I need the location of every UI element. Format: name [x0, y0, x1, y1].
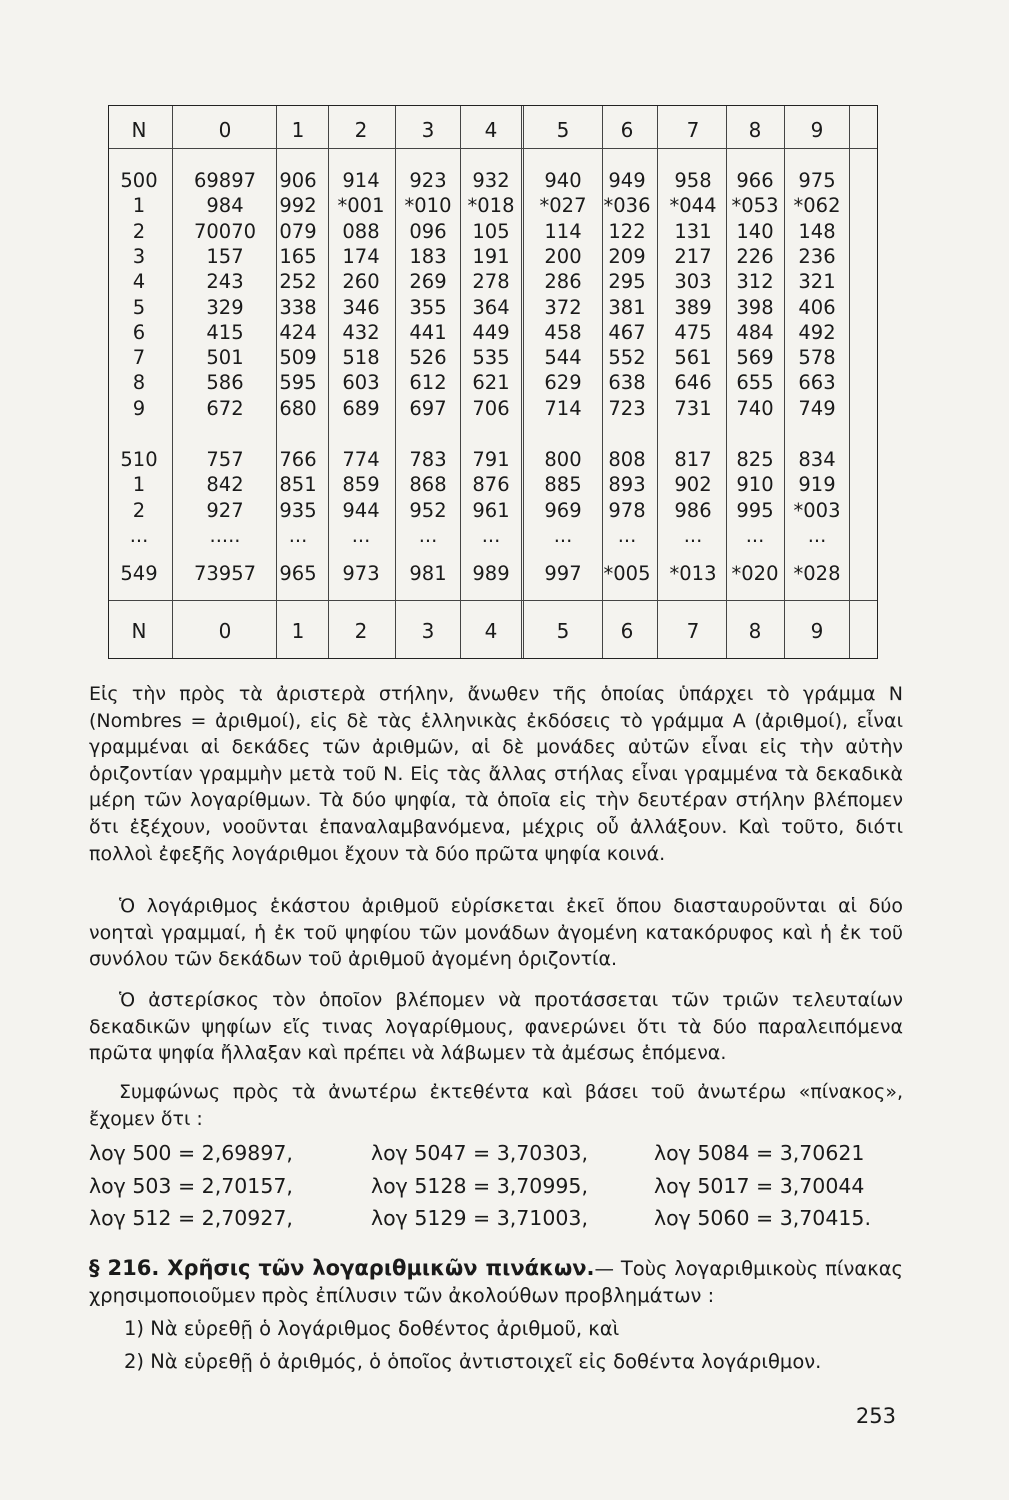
table-cell: 432	[342, 320, 380, 344]
table-cell: 992	[279, 194, 317, 218]
table-cell: 200	[544, 244, 582, 268]
table-cell: 817	[674, 448, 712, 471]
list-item: 1) Νὰ εὑρεθῇ ὁ λογάριθμος δοθέντος ἀριθμοῦ, καὶ	[124, 1317, 620, 1340]
equation: λογ 500 = 2,69897,	[89, 1141, 293, 1165]
row-label-cell: 7	[132, 346, 146, 370]
equation: λογ 5129 = 3,71003,	[371, 1206, 588, 1230]
table-cell: 723	[608, 396, 646, 420]
table-cell: 834	[798, 448, 836, 471]
table-cell: 791	[472, 448, 510, 471]
table-cell: *036	[603, 194, 651, 218]
table-cell: 923	[409, 169, 447, 192]
table-cell: 8	[748, 619, 762, 643]
table-cell: 5	[556, 118, 570, 142]
table-cell: 70070	[193, 219, 257, 243]
table-cell: 406	[798, 295, 836, 319]
paragraph-2: Ὁ λογάριθμος ἑκάστου ἀριθμοῦ εὑρίσκεται ἐκεῖ ὅπου διασταυροῦνται αἱ δύο νοηταὶ γραμμαί, ἡ ἐκ τοῦ ψηφίου τῶν μονάδων ἀγομένη κατακόρυφος καὶ ἡ ἐκ τοῦ συνόλου τῶν δεκάδων τοῦ ἀριθμοῦ ἀγομένη ὁριζοντία.	[89, 895, 903, 971]
table-cell: 9	[810, 619, 824, 643]
table-cell: 981	[409, 561, 447, 585]
equation: λογ 512 = 2,70927,	[89, 1206, 293, 1230]
list-item: 2) Νὰ εὑρεθῇ ὁ ἀριθμός, ὁ ὁποῖος ἀντιστοιχεῖ εἰς δοθέντα λογάριθμον.	[124, 1350, 822, 1373]
table-cell: 69897	[193, 169, 257, 192]
table-cell: 842	[206, 473, 244, 497]
table-cell: 969	[544, 498, 582, 522]
table-cell: *027	[539, 194, 587, 218]
equation-row	[89, 1174, 903, 1202]
table-cell: 851	[279, 473, 317, 497]
row-divider	[109, 148, 877, 149]
table-cell: 73957	[193, 561, 257, 585]
table-cell: 157	[206, 244, 244, 268]
table-cell: 492	[798, 320, 836, 344]
row-label-cell: 2	[132, 498, 146, 522]
table-cell: 226	[736, 244, 774, 268]
table-cell: .....	[209, 523, 241, 547]
table-cell: 372	[544, 295, 582, 319]
row-label-cell: N	[131, 619, 147, 643]
equation: λογ 5060 = 3,70415.	[654, 1206, 871, 1230]
table-cell: 484	[736, 320, 774, 344]
table-cell: 914	[342, 169, 380, 192]
table-cell: 919	[798, 473, 836, 497]
table-cell: ...	[418, 523, 438, 547]
table-cell: *001	[337, 194, 385, 218]
table-cell: 731	[674, 396, 712, 420]
table-cell: 114	[544, 219, 582, 243]
logarithm-table	[108, 105, 878, 659]
table-cell: 458	[544, 320, 582, 344]
table-cell: 561	[674, 346, 712, 370]
table-cell: 424	[279, 320, 317, 344]
table-cell: 329	[206, 295, 244, 319]
table-cell: 689	[342, 396, 380, 420]
table-cell: *013	[669, 561, 717, 585]
table-cell: 526	[409, 346, 447, 370]
table-cell: 961	[472, 498, 510, 522]
table-cell: ...	[617, 523, 637, 547]
table-cell: 449	[472, 320, 510, 344]
table-cell: 4	[484, 619, 498, 643]
table-cell: 603	[342, 371, 380, 395]
table-cell: 148	[798, 219, 836, 243]
table-cell: 346	[342, 295, 380, 319]
table-cell: 697	[409, 396, 447, 420]
table-cell: 868	[409, 473, 447, 497]
table-cell: 984	[206, 194, 244, 218]
paragraph-3: Ὁ ἀστερίσκος τὸν ὁποῖον βλέπομεν νὰ προτάσσεται τῶν τριῶν τελευταίων δεκαδικῶν ψηφίων εἴς τινας λογαρίθμους, φανερώνει ὅτι τὰ δύο παραλειπόμενα πρῶτα ψηφία ἤλλαξαν καὶ πρέπει νὰ λάβωμεν τὰ ἀμέσως ἑπόμενα.	[89, 989, 903, 1065]
table-cell: 415	[206, 320, 244, 344]
table-cell: 2	[354, 619, 368, 643]
table-cell: *005	[603, 561, 651, 585]
table-cell: 621	[472, 371, 510, 395]
equation-row	[89, 1206, 903, 1234]
section-title: § 216. Χρῆσις τῶν λογαριθμικῶν πινάκων.	[89, 1256, 595, 1280]
table-cell: 927	[206, 498, 244, 522]
equation: λογ 5047 = 3,70303,	[371, 1141, 588, 1165]
table-cell: 122	[608, 219, 646, 243]
equation-row	[89, 1141, 903, 1169]
table-cell: *044	[669, 194, 717, 218]
table-cell: 236	[798, 244, 836, 268]
row-label-cell: 6	[132, 320, 146, 344]
table-cell: 966	[736, 169, 774, 192]
row-label-cell: 8	[132, 371, 146, 395]
table-cell: 3	[421, 619, 435, 643]
table-cell: 3	[421, 118, 435, 142]
table-cell: 518	[342, 346, 380, 370]
table-cell: 088	[342, 219, 380, 243]
table-cell: ...	[683, 523, 703, 547]
table-cell: ...	[807, 523, 827, 547]
table-cell: 646	[674, 371, 712, 395]
table-cell: 902	[674, 473, 712, 497]
table-cell: 910	[736, 473, 774, 497]
table-cell: 749	[798, 396, 836, 420]
table-cell: 140	[736, 219, 774, 243]
table-cell: 552	[608, 346, 646, 370]
table-cell: 973	[342, 561, 380, 585]
table-cell: 174	[342, 244, 380, 268]
table-cell: 441	[409, 320, 447, 344]
table-cell: 183	[409, 244, 447, 268]
equation: λογ 5017 = 3,70044	[654, 1174, 865, 1198]
table-cell: 612	[409, 371, 447, 395]
table-cell: 859	[342, 473, 380, 497]
table-cell: 0	[218, 118, 232, 142]
table-cell: 655	[736, 371, 774, 395]
table-cell: 5	[556, 619, 570, 643]
table-cell: 629	[544, 371, 582, 395]
table-cell: ...	[288, 523, 308, 547]
equation: λογ 503 = 2,70157,	[89, 1174, 293, 1198]
table-cell: 932	[472, 169, 510, 192]
table-cell: *003	[793, 498, 841, 522]
table-cell: *028	[793, 561, 841, 585]
table-cell: 740	[736, 396, 774, 420]
table-cell: 965	[279, 561, 317, 585]
table-cell: 243	[206, 270, 244, 294]
table-cell: 774	[342, 448, 380, 471]
row-label-cell: 510	[120, 448, 158, 471]
table-cell: 638	[608, 371, 646, 395]
row-label-cell: 2	[132, 219, 146, 243]
table-cell: 808	[608, 448, 646, 471]
table-cell: 1	[291, 619, 305, 643]
table-cell: 096	[409, 219, 447, 243]
table-cell: 165	[279, 244, 317, 268]
table-cell: 800	[544, 448, 582, 471]
table-cell: 217	[674, 244, 712, 268]
table-cell: 825	[736, 448, 774, 471]
table-cell: 876	[472, 473, 510, 497]
table-cell: 978	[608, 498, 646, 522]
section-paragraph	[89, 1255, 903, 1309]
table-cell: 381	[608, 295, 646, 319]
row-label-cell: N	[131, 118, 147, 142]
table-cell: 7	[686, 619, 700, 643]
table-cell: 949	[608, 169, 646, 192]
paragraph-4: Συμφώνως πρὸς τὰ ἀνωτέρω ἐκτεθέντα καὶ βάσει τοῦ ἀνωτέρω «πίνακος», ἔχομεν ὅτι :	[89, 1081, 903, 1130]
table-cell: 906	[279, 169, 317, 192]
table-cell: 355	[409, 295, 447, 319]
table-cell: 586	[206, 371, 244, 395]
table-cell: 079	[279, 219, 317, 243]
table-cell: 952	[409, 498, 447, 522]
row-label-cell: 5	[132, 295, 146, 319]
table-cell: 885	[544, 473, 582, 497]
table-cell: 997	[544, 561, 582, 585]
table-cell: 893	[608, 473, 646, 497]
table-cell: 663	[798, 371, 836, 395]
table-cell: 398	[736, 295, 774, 319]
table-cell: 509	[279, 346, 317, 370]
table-cell: 569	[736, 346, 774, 370]
table-cell: 9	[810, 118, 824, 142]
table-cell: 989	[472, 561, 510, 585]
table-cell: 995	[736, 498, 774, 522]
table-cell: 595	[279, 371, 317, 395]
table-cell: 105	[472, 219, 510, 243]
table-cell: 6	[620, 619, 634, 643]
table-cell: 535	[472, 346, 510, 370]
table-cell: 252	[279, 270, 317, 294]
table-cell: 303	[674, 270, 712, 294]
table-cell: 975	[798, 169, 836, 192]
table-cell: 321	[798, 270, 836, 294]
table-cell: 131	[674, 219, 712, 243]
table-cell: 475	[674, 320, 712, 344]
table-cell: 0	[218, 619, 232, 643]
paragraph-1: Εἰς τὴν πρὸς τὰ ἀριστερὰ στήλην, ἄνωθεν τῆς ὁποίας ὑπάρχει τὸ γράμμα Ν (Nombres = ἀριθμοί), εἰς δὲ τὰς ἑλληνικὰς ἐκδόσεις τὸ γράμμα Α (ἀριθμοί), εἶναι γραμμέναι αἱ δεκάδες τῶν ἀριθμῶν, αἱ δὲ μονάδες αὐτῶν εἶναι εἰς τὴν αὐτὴν ὁριζοντίαν γραμμὴν μετὰ τοῦ Ν. Εἰς τὰς ἄλλας στήλας εἶναι γραμμένα τὰ δεκαδικὰ μέρη τῶν λογαρίθμων. Τὰ δύο ψηφία, τὰ ὁποῖα εἰς τὴν δευτέραν στήλην βλέπομεν ὅτι ἐξέχουν, νοοῦνται ἐπαναλαμβανόμενα, μέχρις οὗ ἀλλάξουν. Καὶ τοῦτο, διότι πολλοὶ ἐφεξῆς λογάριθμοι ἔχουν τὰ δύο πρῶτα ψηφία κοινά.	[89, 683, 903, 865]
table-cell: *018	[467, 194, 515, 218]
table-cell: 295	[608, 270, 646, 294]
table-cell: 269	[409, 270, 447, 294]
row-label-cell: 549	[120, 561, 158, 585]
table-cell: 364	[472, 295, 510, 319]
table-cell: 544	[544, 346, 582, 370]
page-number: 253	[855, 1404, 896, 1428]
table-cell: 467	[608, 320, 646, 344]
table-cell: 935	[279, 498, 317, 522]
row-label-cell: 4	[132, 270, 146, 294]
table-cell: 766	[279, 448, 317, 471]
table-cell: 389	[674, 295, 712, 319]
table-cell: 958	[674, 169, 712, 192]
table-cell: 944	[342, 498, 380, 522]
table-cell: *020	[731, 561, 779, 585]
table-cell: 260	[342, 270, 380, 294]
table-cell: *053	[731, 194, 779, 218]
table-cell: 501	[206, 346, 244, 370]
table-cell: *062	[793, 194, 841, 218]
table-cell: 783	[409, 448, 447, 471]
table-cell: *010	[404, 194, 452, 218]
row-label-cell: 500	[120, 169, 158, 192]
table-cell: 312	[736, 270, 774, 294]
row-label-cell: 1	[132, 194, 146, 218]
table-cell: 338	[279, 295, 317, 319]
row-label-cell: ...	[129, 523, 149, 547]
table-cell: ...	[745, 523, 765, 547]
table-cell: 578	[798, 346, 836, 370]
table-cell: 2	[354, 118, 368, 142]
table-cell: 940	[544, 169, 582, 192]
table-cell: 286	[544, 270, 582, 294]
table-cell: 986	[674, 498, 712, 522]
table-cell: ...	[553, 523, 573, 547]
table-cell: 209	[608, 244, 646, 268]
table-cell: 7	[686, 118, 700, 142]
equation: λογ 5128 = 3,70995,	[371, 1174, 588, 1198]
table-cell: 672	[206, 396, 244, 420]
table-cell: 714	[544, 396, 582, 420]
row-label-cell: 1	[132, 473, 146, 497]
row-label-cell: 3	[132, 244, 146, 268]
table-cell: 191	[472, 244, 510, 268]
table-cell: 680	[279, 396, 317, 420]
table-cell: 1	[291, 118, 305, 142]
table-cell: ...	[351, 523, 371, 547]
table-cell: 757	[206, 448, 244, 471]
table-cell: 278	[472, 270, 510, 294]
table-cell: 706	[472, 396, 510, 420]
row-label-cell: 9	[132, 396, 146, 420]
table-cell: 6	[620, 118, 634, 142]
equation: λογ 5084 = 3,70621	[654, 1141, 865, 1165]
table-cell: 8	[748, 118, 762, 142]
row-divider	[109, 600, 877, 601]
table-cell: ...	[481, 523, 501, 547]
column-divider	[172, 106, 173, 658]
table-cell: 4	[484, 118, 498, 142]
section-text: — Τοὺς λογαριθμικοὺς πίνακας χρησιμοποιοῦμεν πρὸς ἐπίλυσιν τῶν ἀκολούθων προβλημάτων :	[89, 1257, 903, 1307]
